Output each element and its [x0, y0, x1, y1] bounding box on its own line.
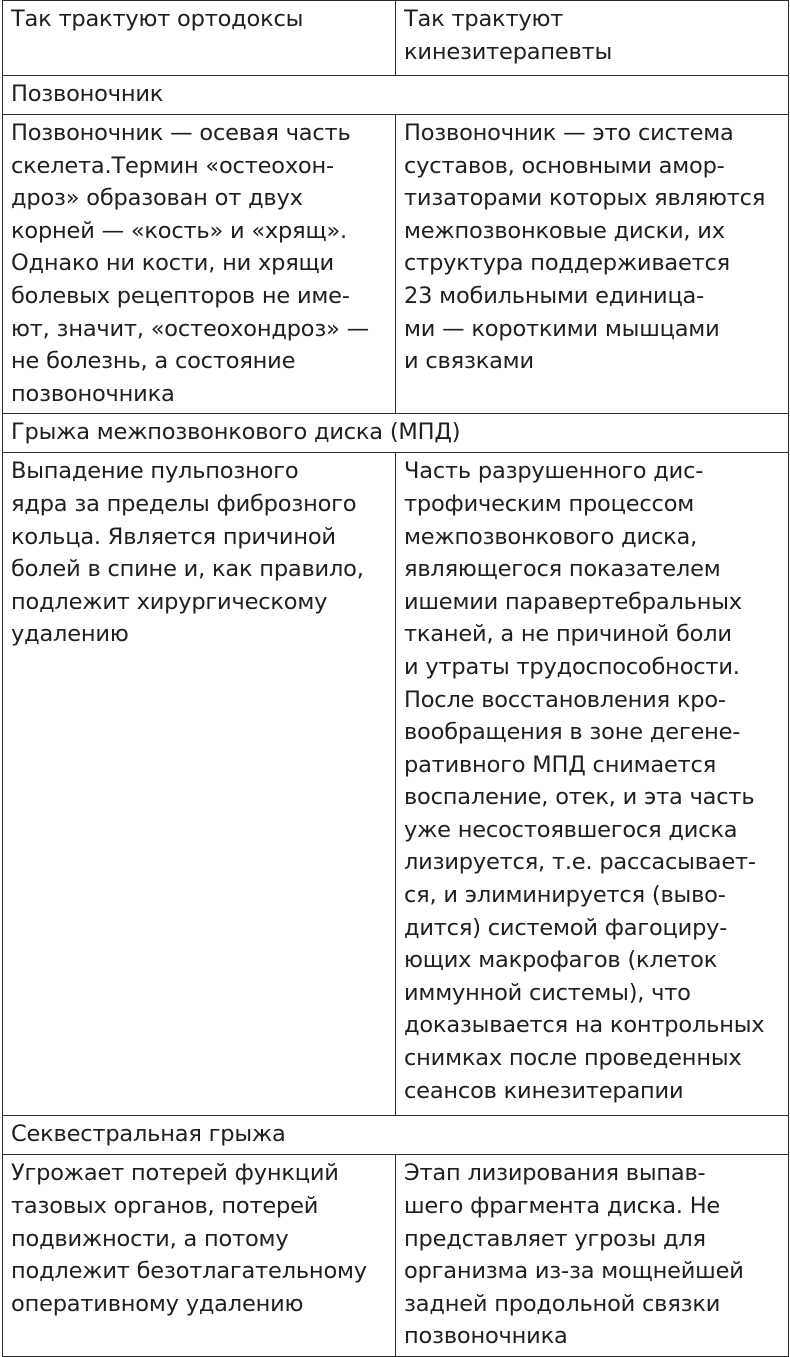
cell-line: подлежит хирургическому [11, 588, 328, 615]
cell-line: задней продольной связки [404, 1290, 721, 1317]
table-row [3, 1155, 789, 1357]
cell-line: межпозвонковые диски, их [404, 217, 725, 244]
cell-line: уже несостоявшегося диска [404, 816, 738, 843]
header-text: Так трактуют [404, 6, 564, 32]
cell-line: Этап лизирования выпав- [404, 1160, 706, 1187]
cell-line: шего фрагмента диска. Не [404, 1192, 721, 1219]
cell-line: и связками [404, 348, 534, 375]
cell-line: трофическим процессом [404, 490, 695, 517]
orthodox-cell [3, 1155, 396, 1357]
cell-line: ишемии паравертебральных [404, 588, 742, 615]
cell-line: сеансов кинезитерапии [404, 1077, 684, 1104]
cell-line: структура поддерживается [404, 250, 731, 277]
cell-line: Позвоночник — это система [404, 120, 734, 146]
kinesitherapy-cell [396, 115, 789, 414]
cell-line: снимках после проведенных [404, 1045, 742, 1072]
orthodox-cell [3, 115, 396, 414]
cell-line: После восстановления кро- [404, 686, 726, 713]
comparison-table [2, 0, 789, 1357]
kinesitherapy-cell [396, 1155, 789, 1357]
cell-line: позвоночника [11, 380, 175, 407]
cell-line: тизаторами которых являются [404, 185, 766, 212]
cell-line: тканей, а не причиной боли [404, 621, 732, 648]
cell-line: тазовых органов, потерей [11, 1192, 319, 1219]
cell-line: не болезнь, а состояние [11, 348, 296, 375]
table-row [3, 453, 789, 1116]
section-row-sequestral-hernia [3, 1116, 789, 1155]
cell-line: кольца. Является причиной [11, 523, 336, 550]
cell-line: воспаление, отек, и эта часть [404, 784, 755, 811]
cell-line: иммунной системы), что [404, 979, 691, 1006]
cell-line: 23 мобильными единица- [404, 282, 705, 309]
cell-line: доказывается на контрольных [404, 1012, 765, 1039]
cell-line: дроз» образован от двух [11, 185, 303, 212]
cell-line: ративного МПД снимается [404, 751, 717, 778]
cell-line: оперативному удалению [11, 1290, 304, 1317]
cell-line: удалению [11, 621, 129, 648]
cell-line: и утраты трудоспособности. [404, 653, 740, 680]
cell-line: Угрожает потерей функций [11, 1160, 339, 1187]
cell-line: ядра за пределы фиброзного [11, 490, 357, 517]
cell-line: корней — «кость» и «хрящ». [11, 217, 347, 244]
cell-line: Выпадение пульпозного [11, 458, 299, 485]
section-title: Секвестральная грыжа [3, 1116, 789, 1155]
cell-line: представляет угрозы для [404, 1225, 706, 1252]
cell-line: подлежит безотлагательному [11, 1258, 367, 1285]
cell-line: Однако ни кости, ни хрящи [11, 250, 334, 277]
table-header-row [3, 1, 789, 76]
cell-line: позвоночника [404, 1323, 568, 1350]
cell-line: суставов, основными амор- [404, 152, 725, 179]
cell-line: межпозвонкового диска, [404, 523, 698, 550]
cell-line: болевых рецепторов не име- [11, 282, 350, 309]
cell-line: подвижности, а потому [11, 1225, 289, 1252]
cell-line: вообращения в зоне дегене- [404, 719, 741, 746]
cell-line: скелета.Термин «остеохон- [11, 152, 334, 179]
cell-line: ющих макрофагов (клеток [404, 947, 718, 974]
cell-line: ют, значит, «остеохондроз» — [11, 315, 369, 342]
cell-line: являющегося показателем [404, 556, 721, 583]
cell-line: Часть разрушенного дис- [404, 458, 704, 485]
header-text: Так трактуют ортодоксы [11, 6, 304, 32]
section-title: Позвоночник [3, 76, 789, 115]
cell-line: лизируется, т.е. рассасывает- [404, 849, 756, 876]
section-row-disc-hernia [3, 414, 789, 453]
cell-line: ся, и элиминируется (выво- [404, 882, 726, 909]
orthodox-cell [3, 453, 396, 1116]
cell-line: организма из-за мощнейшей [404, 1258, 744, 1285]
section-row-spine [3, 76, 789, 115]
kinesitherapy-cell [396, 453, 789, 1116]
table-row [3, 115, 789, 414]
cell-line: ми — короткими мышцами [404, 315, 720, 342]
cell-line: дится) системой фагоциру- [404, 914, 728, 941]
section-title: Грыжа межпозвонкового диска (МПД) [3, 414, 789, 453]
cell-line: Позвоночник — осевая часть [11, 120, 351, 146]
header-kinesitherapy [396, 1, 789, 76]
cell-line: болей в спине и, как правило, [11, 556, 364, 583]
header-text: кинезитерапевты [404, 38, 613, 65]
header-orthodox [3, 1, 396, 76]
